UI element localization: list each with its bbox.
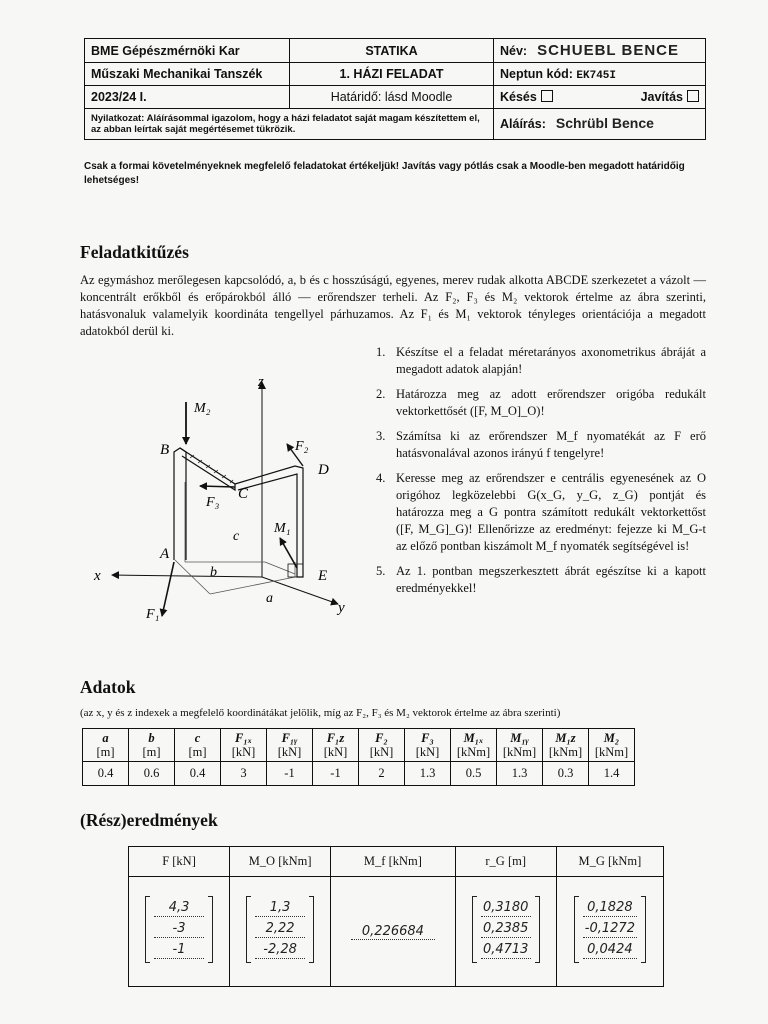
Mf-result-cell xyxy=(331,877,456,987)
MG-result-cell xyxy=(556,877,663,987)
results-title: (Rész)eredmények xyxy=(80,810,218,830)
step-item: 2. Határozza meg az adott erőrendszer origóba redukált vektorkettősét ([F, M_O]_O)! xyxy=(376,387,706,418)
data-column-value: 0.4 xyxy=(175,762,221,786)
year: 2023/24 I. xyxy=(85,86,290,109)
F3-arrow xyxy=(200,486,235,487)
header-table xyxy=(84,38,706,140)
step-item: 1. Készítse el a feladat méretarányos axonometrikus ábráját a megadott adatok alapján! xyxy=(376,345,706,376)
Mf-value[interactable]: 0,226684 xyxy=(351,924,435,940)
results-header: r_G [m] xyxy=(455,847,556,877)
data-column-value: 0.4 xyxy=(83,762,129,786)
declaration: Nyilatkozat: Aláírásommal igazolom, hogy a házi feladatot saját magam készítettem el, az abban leírtak saját megértésemet tükrözik. xyxy=(85,109,494,140)
MO-result-cell xyxy=(230,877,331,987)
data-column-value: 1.4 xyxy=(589,762,635,786)
F1-arrow xyxy=(162,562,174,616)
data-column-header: M₂ [kNm] xyxy=(589,729,635,762)
data-column-header: F₃ [kN] xyxy=(405,729,451,762)
late-checkbox[interactable] xyxy=(541,90,553,102)
label-b: b xyxy=(210,565,217,580)
task-title: Feladatkitűzés xyxy=(80,242,189,262)
results-header-row xyxy=(129,847,664,877)
F-result-cell xyxy=(129,877,230,987)
neptun-value: EK745I xyxy=(576,69,617,82)
assignment: 1. HÁZI FELADAT xyxy=(290,63,494,86)
step-item: 5. Az 1. pontban megszerkesztett ábrát egészítse ki a kapott eredményekkel! xyxy=(376,564,706,595)
x-axis xyxy=(112,575,262,577)
data-column-value: -1 xyxy=(267,762,313,786)
z-label: z xyxy=(258,374,264,390)
signature-value: Schrübl Bence xyxy=(555,115,654,131)
label-B: B xyxy=(160,442,170,458)
structure-figure xyxy=(90,372,370,632)
label-F3: F₃ xyxy=(206,495,220,510)
data-value-row xyxy=(83,762,635,786)
label-E: E xyxy=(318,568,328,584)
MG-z[interactable]: 0,0424 xyxy=(583,942,637,959)
MG-x[interactable]: 0,1828 xyxy=(583,900,637,917)
late-fix-cell xyxy=(494,86,706,109)
MO-z[interactable]: -2,28 xyxy=(255,942,305,959)
label-a: a xyxy=(266,591,273,606)
data-column-header: F₂ [kN] xyxy=(359,729,405,762)
y-label: y xyxy=(338,600,345,616)
neptun-label: Neptun kód: xyxy=(500,66,573,81)
data-header-row xyxy=(83,729,635,762)
x-label: x xyxy=(94,568,101,584)
rG-result-cell xyxy=(455,877,556,987)
task-steps xyxy=(376,344,706,605)
data-column-value: 0.6 xyxy=(129,762,175,786)
data-column-value: 3 xyxy=(221,762,267,786)
data-column-header: a [m] xyxy=(83,729,129,762)
signature-label: Aláírás: xyxy=(500,117,546,131)
notice: Csak a formai követelményeknek megfelelő feladatokat értékeljük! Javítás vagy pótlás csak a Moodle-ben megadott határidőig lehetséges! xyxy=(84,161,685,186)
data-title: Adatok xyxy=(80,677,136,697)
signature-cell xyxy=(494,109,706,140)
rG-x[interactable]: 0,3180 xyxy=(481,900,531,917)
label-M2: M₂ xyxy=(194,401,211,416)
results-value-row xyxy=(129,877,664,987)
rG-z[interactable]: 0,4713 xyxy=(481,942,531,959)
results-table xyxy=(128,846,664,987)
name-value: SCHUEBL BENCE xyxy=(537,42,679,59)
fix-label: Javítás xyxy=(640,90,683,104)
fix-checkbox[interactable] xyxy=(687,90,699,102)
data-note: (az x, y és z indexek a megfelelő koordinátákat jelölik, míg az F₂, F₃ és M₂ vektorok értelme az ábra szerinti) xyxy=(80,707,561,719)
F-y[interactable]: -3 xyxy=(154,921,204,938)
name-label: Név: xyxy=(500,44,528,58)
results-header: M_O [kNm] xyxy=(230,847,331,877)
neptun-cell xyxy=(494,63,706,86)
label-M1: M₁ xyxy=(274,521,291,536)
data-column-header: M₁ᵧ [kNm] xyxy=(497,729,543,762)
data-column-header: c [m] xyxy=(175,729,221,762)
results-header: M_f [kNm] xyxy=(331,847,456,877)
data-column-value: 1.3 xyxy=(405,762,451,786)
data-column-header: b [m] xyxy=(129,729,175,762)
step-item: 3. Számítsa ki az erőrendszer M_f nyomatékát az F erő hatásvonalával azonos irányú f tengelyre! xyxy=(376,429,706,460)
results-header: M_G [kNm] xyxy=(556,847,663,877)
data-column-header: F₁ᵧ [kN] xyxy=(267,729,313,762)
label-c: c xyxy=(233,529,240,544)
data-column-header: F₁z [kN] xyxy=(313,729,359,762)
rods xyxy=(174,448,303,577)
label-C: C xyxy=(238,486,249,502)
MO-y[interactable]: 2,22 xyxy=(255,921,305,938)
rG-y[interactable]: 0,2385 xyxy=(481,921,531,938)
label-A: A xyxy=(160,546,170,562)
data-column-value: 1.3 xyxy=(497,762,543,786)
results-header: F [kN] xyxy=(129,847,230,877)
data-column-header: F₁ₓ [kN] xyxy=(221,729,267,762)
MO-x[interactable]: 1,3 xyxy=(255,900,305,917)
data-table xyxy=(82,728,635,786)
task-intro: Az egymáshoz merőlegesen kapcsolódó, a, b és c hosszúságú, egyenes, merev rudak alkotta ABCDE szerkezetet a vázolt — koncentrált erőkből és erőpárokból álló — erőrendszer terheli. Az F₂, F₃ és M₂ vektorok értelme az ábra szerinti, hatásvonaluk valamelyik koordináta tengellyel párhuzamos. Az F₁ és M₁ vektorok tényleges orientációja a megadott adatokból derül ki. xyxy=(80,273,706,338)
label-F2: F₂ xyxy=(295,439,309,454)
subject: STATIKA xyxy=(290,39,494,63)
step-item: 4. Keresse meg az erőrendszer e centrális egyenesének az O origóhoz legközelebbi G(x_G, y_G, z_G) pontját és határozza meg a G pontra számított redukált vektorkettőst ([F, M_G]_G)! Ellenőrizze az eredményt: fejezze ki M_G-t az előző pontban kiszámolt M_f nyomaték segítségével is! xyxy=(376,471,706,553)
F-z[interactable]: -1 xyxy=(154,942,204,959)
M1-arrow xyxy=(280,538,297,568)
data-column-value: -1 xyxy=(313,762,359,786)
deadline: Határidő: lásd Moodle xyxy=(290,86,494,109)
label-F1: F₁ xyxy=(146,607,160,622)
department: Műszaki Mechanikai Tanszék xyxy=(85,63,290,86)
data-column-value: 2 xyxy=(359,762,405,786)
data-column-value: 0.3 xyxy=(543,762,589,786)
MG-y[interactable]: -0,1272 xyxy=(584,921,635,936)
late-label: Késés xyxy=(500,90,537,104)
label-D: D xyxy=(318,462,329,478)
F-x[interactable]: 4,3 xyxy=(154,900,204,917)
data-column-value: 0.5 xyxy=(451,762,497,786)
faculty: BME Gépészmérnöki Kar xyxy=(85,39,290,63)
name-cell xyxy=(494,39,706,63)
data-column-header: M₁z [kNm] xyxy=(543,729,589,762)
data-column-header: M₁ₓ [kNm] xyxy=(451,729,497,762)
